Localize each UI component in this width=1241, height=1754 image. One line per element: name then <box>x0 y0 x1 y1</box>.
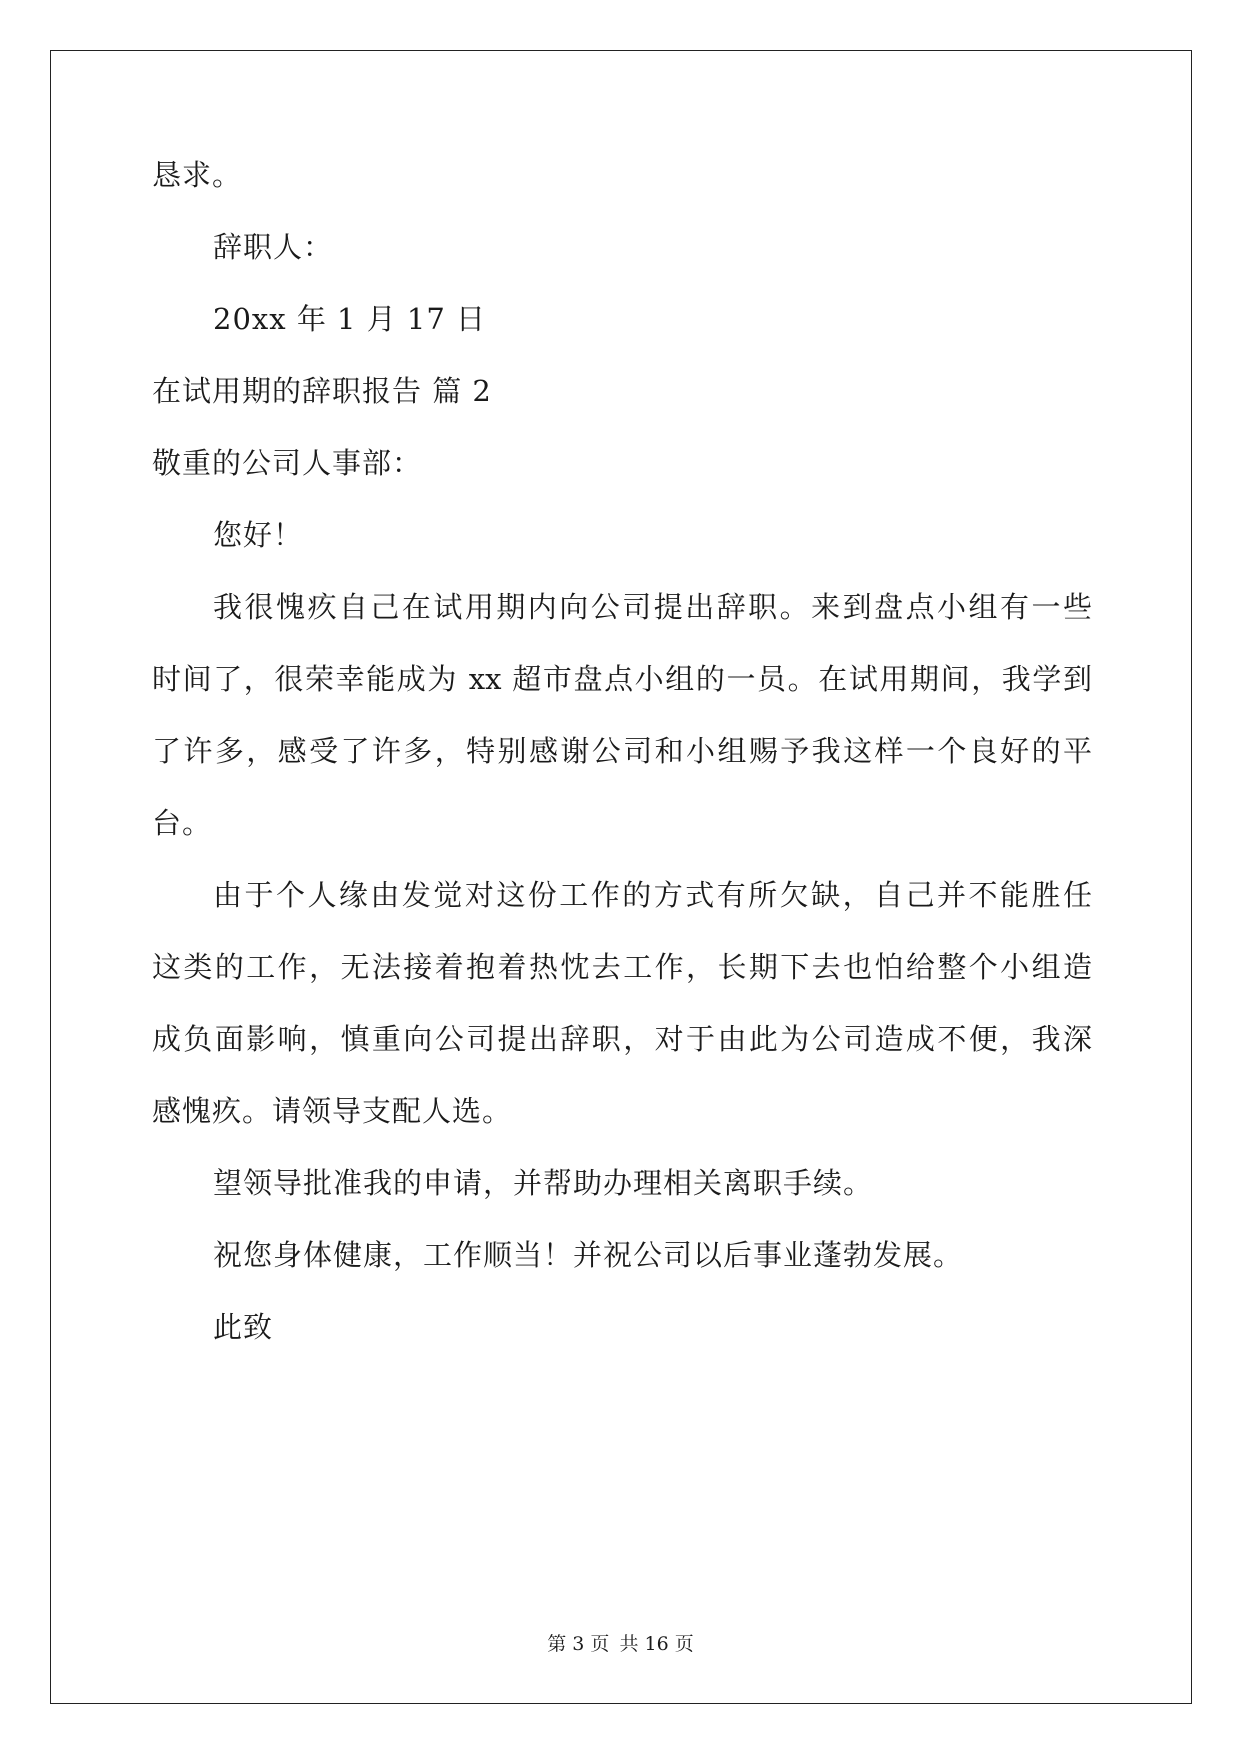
paragraph-line: 时间了，很荣幸能成为 xx 超市盘点小组的一员。在试用期间，我学到 <box>152 662 1092 696</box>
text-line-regards: 此致 <box>213 1310 274 1344</box>
page-footer <box>0 1632 1241 1656</box>
paragraph-line: 感愧疚。请领导支配人选。 <box>152 1094 513 1128</box>
paragraph-line: 望领导批准我的申请，并帮助办理相关离职手续。 <box>213 1166 874 1200</box>
paragraph-line: 台。 <box>152 806 213 840</box>
text-line-salutation: 敬重的公司人事部： <box>152 446 423 480</box>
page-total: 共 16 页 <box>619 1633 694 1655</box>
paragraph-line: 成负面影响，慎重向公司提出辞职，对于由此为公司造成不便，我深 <box>152 1022 1092 1056</box>
paragraph-line: 这类的工作，无法接着抱着热忱去工作，长期下去也怕给整个小组造 <box>152 950 1092 984</box>
text-line-closing-request: 恳求。 <box>152 158 243 192</box>
text-line-resigner: 辞职人： <box>213 230 334 264</box>
paragraph-line: 了许多，感受了许多，特别感谢公司和小组赐予我这样一个良好的平 <box>152 734 1092 768</box>
paragraph-line: 祝您身体健康，工作顺当！并祝公司以后事业蓬勃发展。 <box>213 1238 964 1272</box>
section-heading: 在试用期的辞职报告 篇 2 <box>152 374 492 408</box>
paragraph-line: 由于个人缘由发觉对这份工作的方式有所欠缺，自己并不能胜任 <box>213 878 1092 912</box>
page-number: 第 3 页 <box>547 1633 610 1655</box>
text-line-date: 20xx 年 1 月 17 日 <box>213 302 487 336</box>
paragraph-line: 我很愧疚自己在试用期内向公司提出辞职。来到盘点小组有一些 <box>213 590 1092 624</box>
text-line-greeting: 您好！ <box>213 518 304 552</box>
